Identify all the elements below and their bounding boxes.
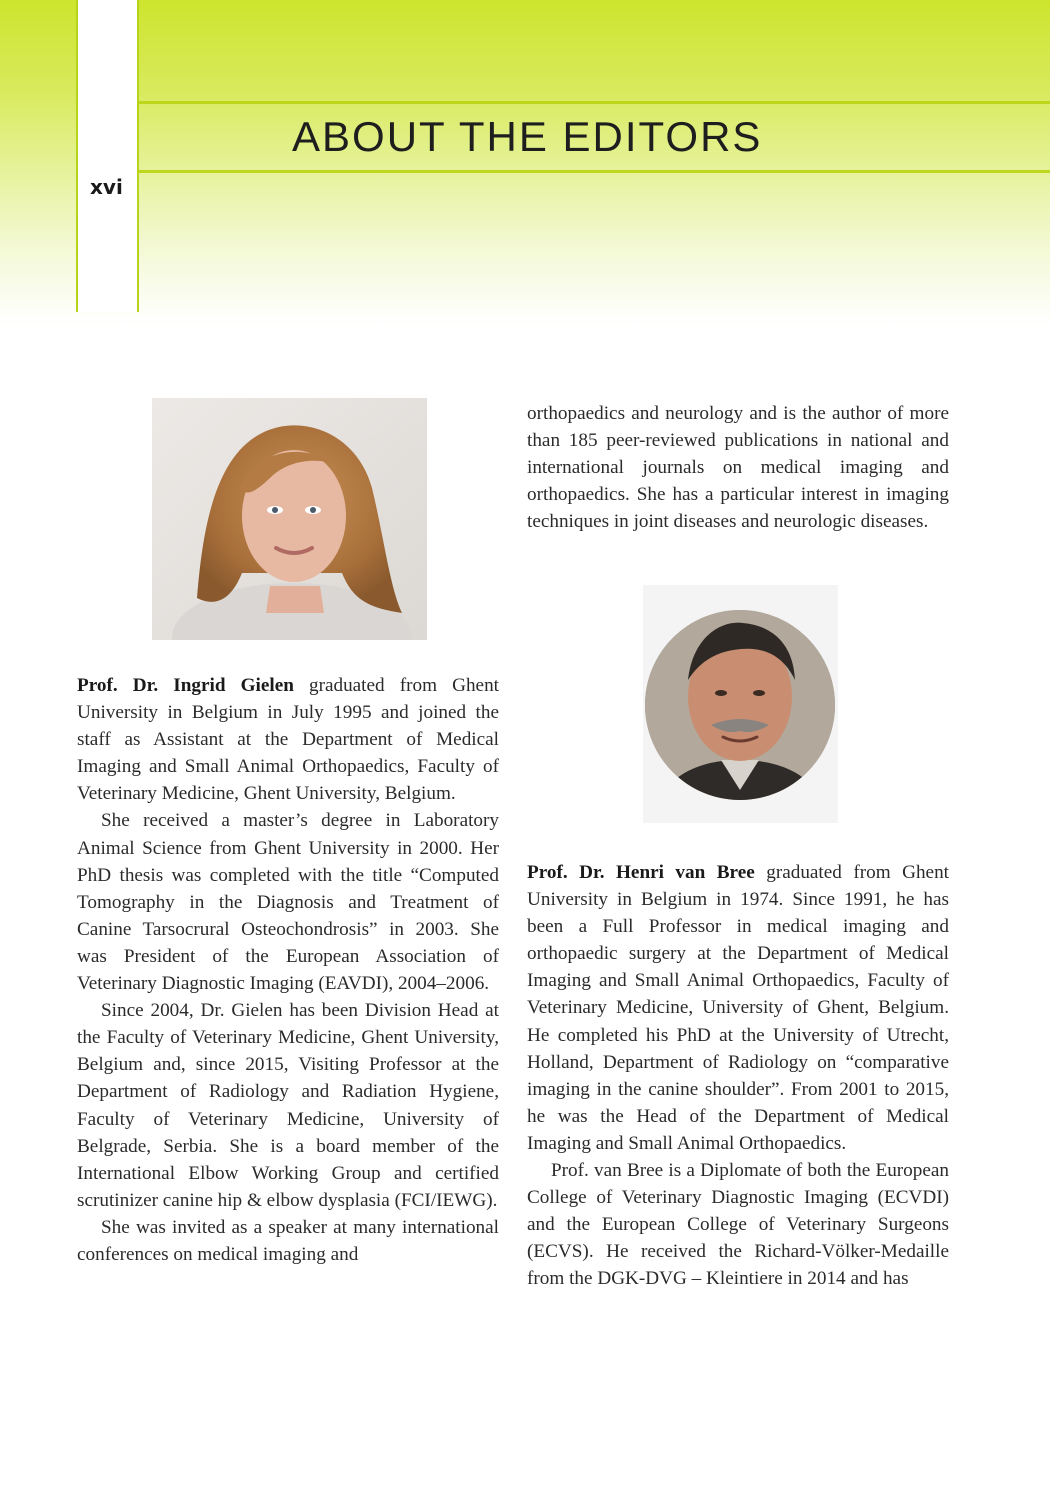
header-band <box>0 0 1050 330</box>
editor-name: Prof. Dr. Henri van Bree <box>527 862 755 883</box>
page-title: ABOUT THE EDITORS <box>292 113 763 160</box>
bio-paragraph: Prof. van Bree is a Diplomate of both the European College of Veterinary Diagnostic Imaging (ECVDI) and the European College of Veterinary Surgeons (ECVS). He received the Richard-Völker-Medaille from the DGK-DVG – Kleintiere in 2014 and has <box>527 1160 949 1290</box>
portrait-man-illustration <box>643 585 838 823</box>
title-rule-top <box>139 101 1050 104</box>
bio-paragraph: She received a master’s degree in Laboratory Animal Science from Ghent University in 2000. Her PhD thesis was completed with the title “Computed Tomography in the Diagnosis and Treatment of Canine Tarsocrural Osteochondrosis” in 2003. She was President of the European Association of Veterinary Diagnostic Imaging (EAVDI), 2004–2006. <box>77 810 499 995</box>
bio-paragraph <box>527 859 949 1157</box>
bio-paragraph <box>77 672 499 807</box>
margin-strip <box>77 0 139 312</box>
bio-paragraph: orthopaedics and neurology and is the author of more than 185 peer-reviewed publications in national and international journals on medical imaging and orthopaedics. She has a particular interest in imaging techniques in joint diseases and neurologic diseases. <box>527 403 949 533</box>
portrait-ingrid-gielen <box>152 398 427 640</box>
bio-paragraph: She was invited as a speaker at many international conferences on medical imaging and <box>77 1216 499 1265</box>
page-number: xvi <box>90 175 123 199</box>
gielen-biography-continued <box>527 400 949 535</box>
title-rule-bottom <box>139 170 1050 173</box>
gielen-biography <box>77 672 499 1268</box>
bio-text: graduated from Ghent University in Belgium in 1974. Since 1991, he has been a Full Professor in medical imaging and orthopaedic surgery at the Department of Medical Imaging and Small Animal Orthopaedics, Faculty of Veterinary Medicine, University of Ghent, Belgium. He completed his PhD at the University of Utrecht, Holland, Department of Radiology on “comparative imaging in the canine shoulder”. From 2001 to 2015, he was the Head of the Department of Medical Imaging and Small Animal Orthopaedics. <box>527 862 949 1154</box>
bio-text: graduated from Ghent University in Belgium in July 1995 and joined the staff as Assistant at the Department of Medical Imaging and Small Animal Orthopaedics, Faculty of Veterinary Medicine, Ghent University, Belgium. <box>77 675 499 805</box>
editor-name: Prof. Dr. Ingrid Gielen <box>77 675 294 696</box>
margin-rule-right <box>137 0 139 312</box>
bio-paragraph: Since 2004, Dr. Gielen has been Division Head at the Faculty of Veterinary Medicine, Ghent University, Belgium and, since 2015, Visiting Professor at the Department of Radiology and Radiation Hygiene, Faculty of Veterinary Medicine, University of Belgrade, Serbia. She is a board member of the International Elbow Working Group and certified scrutinizer canine hip & elbow dysplasia (FCI/IEWG). <box>77 1000 499 1211</box>
portrait-henri-van-bree <box>643 585 838 823</box>
van-bree-biography <box>527 859 949 1293</box>
margin-rule-left <box>76 0 78 312</box>
portrait-woman-illustration <box>152 398 427 640</box>
